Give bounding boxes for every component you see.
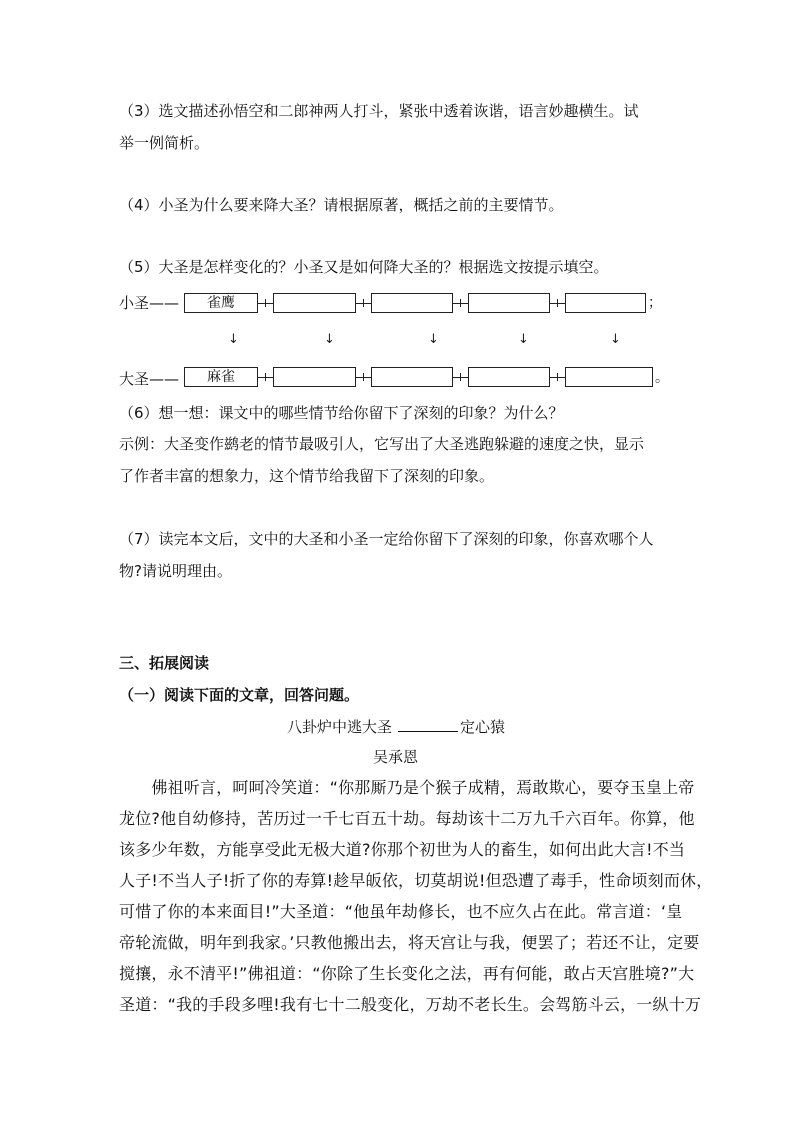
down-arrow-icon: ↓ xyxy=(228,332,239,347)
row2-tick xyxy=(557,373,558,381)
down-arrow-icon: ↓ xyxy=(610,332,621,347)
q6-example-line-1: 示例：大圣变作鹚老的情节最吸引人，它写出了大圣逃跑躲避的速度之快，显示 xyxy=(119,435,645,453)
passage-line: 圣道：“我的手段多哩!我有七十二般变化，万劫不老长生。会驾筋斗云，一纵十万 xyxy=(119,995,702,1014)
passage-line: 佛祖听言，呵呵冷笑道：“你那厮乃是个猴子成精，焉敢欺心，要夺玉皇上帝 xyxy=(119,778,695,797)
question-5: （5）大圣是怎样变化的？小圣又是如何降大圣的？根据选文按提示填空。 xyxy=(119,258,609,276)
question-3-line-1: （3）选文描述孙悟空和二郎神两人打斗，紧张中透着诙谐，语言妙趣横生。试 xyxy=(119,102,639,120)
row1-tick xyxy=(265,299,266,307)
row2-label: 大圣—— xyxy=(119,370,180,388)
passage-line: 龙位?他自幼修持，苦历过一千七百五十劫。每劫该十二万九千六百年。你算，他 xyxy=(119,809,695,828)
question-7-line-2: 物?请说明理由。 xyxy=(119,562,232,580)
row2-box-5[interactable] xyxy=(565,367,653,387)
row2-box-4[interactable] xyxy=(468,367,550,387)
row1-box-2[interactable] xyxy=(273,293,356,313)
row1-tick xyxy=(557,299,558,307)
row1-box-3[interactable] xyxy=(371,293,453,313)
passage-line: 帝轮流做，明年到我家。’只教他搬出去，将天宫让与我，便罢了；若还不让，定要 xyxy=(119,933,700,952)
article-title-left: 八卦炉中逃大圣 xyxy=(287,718,393,736)
passage-line: 该多少年数，方能享受此无极大道?你那个初世为人的畜生，如何出此大言!不当 xyxy=(119,840,686,859)
row1-end-punct: ； xyxy=(648,295,662,311)
row1-tick xyxy=(460,299,461,307)
passage-line: 搅攘，永不清平!”佛祖道：“你除了生长变化之法，再有何能，敢占天宫胜境?”大 xyxy=(119,964,695,983)
question-6: （6）想一想：课文中的哪些情节给你留下了深刻的印象？为什么？ xyxy=(119,404,564,422)
row2-tick xyxy=(265,373,266,381)
passage-line: 可惜了你的本来面目!”大圣道：“他虽年劫修长，也不应久占在此。常言道：‘皇 xyxy=(119,902,683,921)
passage-line: 人子!不当人子!折了你的寿算!趁早皈依，切莫胡说!但恐遭了毒手，性命顷刻而休， xyxy=(119,871,713,890)
q6-example-line-2: 了作者丰富的想象力，这个情节给我留下了深刻的印象。 xyxy=(119,467,495,485)
row2-box-2[interactable] xyxy=(273,367,356,387)
section-subheading: （一）阅读下面的文章，回答问题。 xyxy=(119,686,360,704)
row1-box-4[interactable] xyxy=(468,293,550,313)
row2-tick xyxy=(460,373,461,381)
row2-end-punct: 。 xyxy=(655,370,669,386)
down-arrow-icon: ↓ xyxy=(428,332,439,347)
section-heading: 三、拓展阅读 xyxy=(119,654,210,672)
down-arrow-icon: ↓ xyxy=(324,332,335,347)
row2-box-3[interactable] xyxy=(371,367,453,387)
question-4: （4）小圣为什么要来降大圣？请根据原著，概括之前的主要情节。 xyxy=(119,196,564,214)
article-title xyxy=(287,717,505,737)
question-3-line-2: 举一例简析。 xyxy=(119,134,210,152)
row1-label: 小圣—— xyxy=(119,294,180,312)
article-title-right: 定心猿 xyxy=(460,718,506,736)
row2-tick xyxy=(363,373,364,381)
row1-box-5[interactable] xyxy=(565,293,646,313)
down-arrow-icon: ↓ xyxy=(518,332,529,347)
question-7-line-1: （7）读完本文后，文中的大圣和小圣一定给你留下了深刻的印象，你喜欢哪个人 xyxy=(119,530,654,548)
article-author: 吴承恩 xyxy=(373,748,419,766)
row2-box-1: 麻雀 xyxy=(184,367,258,387)
row1-box-1: 雀鹰 xyxy=(184,293,258,313)
row1-tick xyxy=(363,299,364,307)
title-blank[interactable] xyxy=(398,717,458,732)
